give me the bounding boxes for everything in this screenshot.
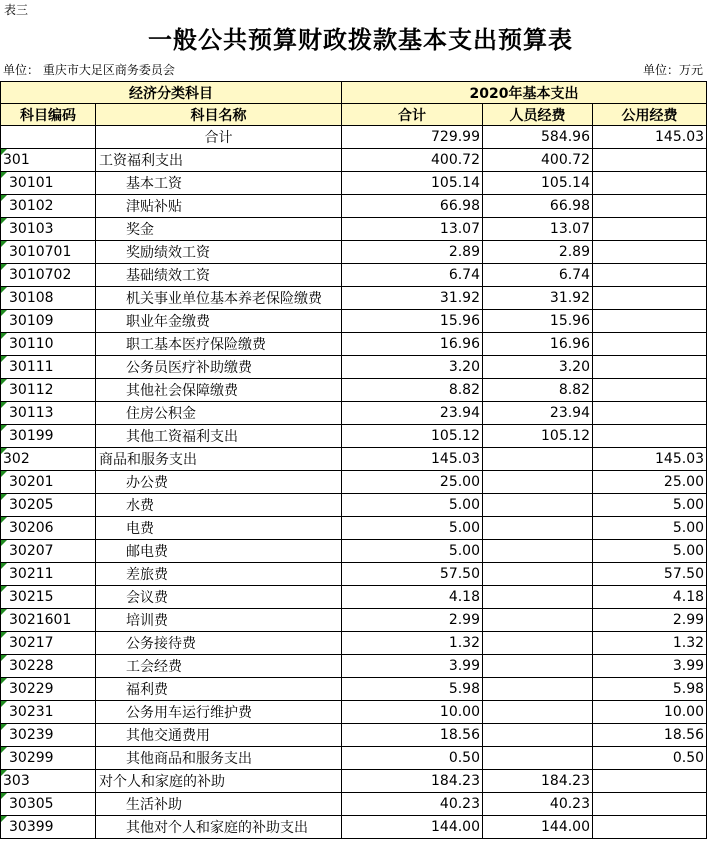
name-cell: 合计 xyxy=(96,126,342,149)
name-cell: 基础绩效工资 xyxy=(96,264,342,287)
code-cell: 30111 xyxy=(1,356,96,379)
public-cell: 2.99 xyxy=(593,609,707,632)
code-cell: 30110 xyxy=(1,333,96,356)
public-cell xyxy=(593,379,707,402)
code-cell: 303 xyxy=(1,770,96,793)
table-row xyxy=(1,563,707,586)
personnel-cell: 105.12 xyxy=(483,425,593,448)
public-cell xyxy=(593,287,707,310)
personnel-cell xyxy=(483,448,593,471)
name-cell: 电费 xyxy=(96,517,342,540)
table-row xyxy=(1,172,707,195)
name-cell: 其他交通费用 xyxy=(96,724,342,747)
table-row xyxy=(1,402,707,425)
personnel-cell xyxy=(483,540,593,563)
header-column-row xyxy=(1,104,707,126)
code-cell xyxy=(1,126,96,149)
personnel-cell: 8.82 xyxy=(483,379,593,402)
name-cell: 公务员医疗补助缴费 xyxy=(96,356,342,379)
name-cell: 津贴补贴 xyxy=(96,195,342,218)
table-row xyxy=(1,770,707,793)
table-row xyxy=(1,149,707,172)
total-cell: 400.72 xyxy=(342,149,483,172)
header-personnel: 人员经费 xyxy=(483,104,593,126)
code-cell: 30207 xyxy=(1,540,96,563)
table-row xyxy=(1,356,707,379)
public-cell xyxy=(593,770,707,793)
total-cell: 2.99 xyxy=(342,609,483,632)
total-cell: 16.96 xyxy=(342,333,483,356)
table-row xyxy=(1,724,707,747)
personnel-cell: 584.96 xyxy=(483,126,593,149)
total-cell: 66.98 xyxy=(342,195,483,218)
table-row xyxy=(1,494,707,517)
personnel-cell: 23.94 xyxy=(483,402,593,425)
total-cell: 25.00 xyxy=(342,471,483,494)
code-cell: 30108 xyxy=(1,287,96,310)
code-cell: 30101 xyxy=(1,172,96,195)
total-cell: 18.56 xyxy=(342,724,483,747)
code-cell: 301 xyxy=(1,149,96,172)
code-cell: 30113 xyxy=(1,402,96,425)
name-cell: 会议费 xyxy=(96,586,342,609)
public-cell: 18.56 xyxy=(593,724,707,747)
name-cell: 培训费 xyxy=(96,609,342,632)
personnel-cell: 2.89 xyxy=(483,241,593,264)
code-cell: 302 xyxy=(1,448,96,471)
total-cell: 8.82 xyxy=(342,379,483,402)
personnel-cell xyxy=(483,678,593,701)
public-cell: 145.03 xyxy=(593,126,707,149)
total-cell: 5.00 xyxy=(342,540,483,563)
public-cell xyxy=(593,172,707,195)
table-row xyxy=(1,310,707,333)
table-row xyxy=(1,540,707,563)
name-cell: 职工基本医疗保险缴费 xyxy=(96,333,342,356)
personnel-cell xyxy=(483,563,593,586)
personnel-cell: 16.96 xyxy=(483,333,593,356)
total-cell: 729.99 xyxy=(342,126,483,149)
table-row xyxy=(1,241,707,264)
table-row xyxy=(1,793,707,816)
table-row xyxy=(1,609,707,632)
code-cell: 3021601 xyxy=(1,609,96,632)
personnel-cell xyxy=(483,609,593,632)
personnel-cell: 66.98 xyxy=(483,195,593,218)
header-public: 公用经费 xyxy=(593,104,707,126)
name-cell: 工资福利支出 xyxy=(96,149,342,172)
total-cell: 145.03 xyxy=(342,448,483,471)
name-cell: 商品和服务支出 xyxy=(96,448,342,471)
personnel-cell xyxy=(483,494,593,517)
code-cell: 30206 xyxy=(1,517,96,540)
name-cell: 基本工资 xyxy=(96,172,342,195)
name-cell: 其他对个人和家庭的补助支出 xyxy=(96,816,342,839)
personnel-cell: 31.92 xyxy=(483,287,593,310)
table-row xyxy=(1,379,707,402)
total-cell: 2.89 xyxy=(342,241,483,264)
code-cell: 30211 xyxy=(1,563,96,586)
total-cell: 5.98 xyxy=(342,678,483,701)
public-cell: 5.00 xyxy=(593,494,707,517)
public-cell xyxy=(593,425,707,448)
name-cell: 水费 xyxy=(96,494,342,517)
name-cell: 差旅费 xyxy=(96,563,342,586)
code-cell: 30112 xyxy=(1,379,96,402)
table-row xyxy=(1,195,707,218)
code-cell: 30228 xyxy=(1,655,96,678)
public-cell: 145.03 xyxy=(593,448,707,471)
name-cell: 机关事业单位基本养老保险缴费 xyxy=(96,287,342,310)
code-cell: 30399 xyxy=(1,816,96,839)
total-cell: 6.74 xyxy=(342,264,483,287)
table-row xyxy=(1,747,707,770)
name-cell: 福利费 xyxy=(96,678,342,701)
code-cell: 30229 xyxy=(1,678,96,701)
personnel-cell: 6.74 xyxy=(483,264,593,287)
personnel-cell: 3.20 xyxy=(483,356,593,379)
table-row xyxy=(1,678,707,701)
total-cell: 4.18 xyxy=(342,586,483,609)
name-cell: 其他工资福利支出 xyxy=(96,425,342,448)
total-cell: 31.92 xyxy=(342,287,483,310)
code-cell: 3010702 xyxy=(1,264,96,287)
public-cell: 4.18 xyxy=(593,586,707,609)
name-cell: 邮电费 xyxy=(96,540,342,563)
public-cell: 0.50 xyxy=(593,747,707,770)
total-cell: 105.14 xyxy=(342,172,483,195)
total-cell: 3.99 xyxy=(342,655,483,678)
table-row xyxy=(1,586,707,609)
name-cell: 对个人和家庭的补助 xyxy=(96,770,342,793)
total-cell: 3.20 xyxy=(342,356,483,379)
total-cell: 40.23 xyxy=(342,793,483,816)
header-name: 科目名称 xyxy=(96,104,342,126)
name-cell: 其他商品和服务支出 xyxy=(96,747,342,770)
personnel-cell: 40.23 xyxy=(483,793,593,816)
personnel-cell xyxy=(483,586,593,609)
name-cell: 奖金 xyxy=(96,218,342,241)
table-row xyxy=(1,517,707,540)
table-row xyxy=(1,126,707,149)
total-cell: 5.00 xyxy=(342,517,483,540)
code-cell: 30299 xyxy=(1,747,96,770)
personnel-cell: 144.00 xyxy=(483,816,593,839)
table-row xyxy=(1,287,707,310)
header-economic-category: 经济分类科目 xyxy=(1,82,342,104)
code-cell: 30215 xyxy=(1,586,96,609)
total-cell: 10.00 xyxy=(342,701,483,724)
code-cell: 30239 xyxy=(1,724,96,747)
name-cell: 其他社会保障缴费 xyxy=(96,379,342,402)
public-cell: 5.00 xyxy=(593,517,707,540)
personnel-cell: 400.72 xyxy=(483,149,593,172)
public-cell xyxy=(593,218,707,241)
name-cell: 公务用车运行维护费 xyxy=(96,701,342,724)
header-total: 合计 xyxy=(342,104,483,126)
table-row xyxy=(1,425,707,448)
name-cell: 工会经费 xyxy=(96,655,342,678)
table-row xyxy=(1,701,707,724)
public-cell: 5.98 xyxy=(593,678,707,701)
page-title: 一般公共预算财政拨款基本支出预算表 xyxy=(148,25,573,54)
table-row xyxy=(1,816,707,839)
personnel-cell: 184.23 xyxy=(483,770,593,793)
header-code: 科目编码 xyxy=(1,104,96,126)
total-cell: 13.07 xyxy=(342,218,483,241)
public-cell: 25.00 xyxy=(593,471,707,494)
public-cell xyxy=(593,264,707,287)
public-cell xyxy=(593,356,707,379)
personnel-cell xyxy=(483,701,593,724)
total-cell: 184.23 xyxy=(342,770,483,793)
name-cell: 职业年金缴费 xyxy=(96,310,342,333)
code-cell: 30199 xyxy=(1,425,96,448)
code-cell: 30201 xyxy=(1,471,96,494)
total-cell: 15.96 xyxy=(342,310,483,333)
public-cell xyxy=(593,333,707,356)
total-cell: 0.50 xyxy=(342,747,483,770)
header-group-row xyxy=(1,82,707,104)
table-row xyxy=(1,448,707,471)
personnel-cell xyxy=(483,632,593,655)
public-cell xyxy=(593,402,707,425)
public-cell: 1.32 xyxy=(593,632,707,655)
name-cell: 住房公积金 xyxy=(96,402,342,425)
code-cell: 30231 xyxy=(1,701,96,724)
code-cell: 3010701 xyxy=(1,241,96,264)
code-cell: 30102 xyxy=(1,195,96,218)
public-cell: 10.00 xyxy=(593,701,707,724)
table-row xyxy=(1,655,707,678)
public-cell xyxy=(593,793,707,816)
code-cell: 30305 xyxy=(1,793,96,816)
unit-organization: 单位： 重庆市大足区商务委员会 xyxy=(3,63,175,77)
personnel-cell xyxy=(483,724,593,747)
name-cell: 办公费 xyxy=(96,471,342,494)
table-row xyxy=(1,632,707,655)
unit-currency: 单位：万元 xyxy=(642,63,703,77)
code-cell: 30217 xyxy=(1,632,96,655)
personnel-cell xyxy=(483,517,593,540)
public-cell: 3.99 xyxy=(593,655,707,678)
total-cell: 5.00 xyxy=(342,494,483,517)
public-cell xyxy=(593,195,707,218)
name-cell: 公务接待费 xyxy=(96,632,342,655)
budget-table xyxy=(0,81,707,839)
code-cell: 30205 xyxy=(1,494,96,517)
personnel-cell: 105.14 xyxy=(483,172,593,195)
total-cell: 57.50 xyxy=(342,563,483,586)
personnel-cell: 15.96 xyxy=(483,310,593,333)
public-cell xyxy=(593,816,707,839)
public-cell: 57.50 xyxy=(593,563,707,586)
total-cell: 105.12 xyxy=(342,425,483,448)
public-cell xyxy=(593,149,707,172)
public-cell xyxy=(593,241,707,264)
name-cell: 奖励绩效工资 xyxy=(96,241,342,264)
total-cell: 1.32 xyxy=(342,632,483,655)
table-row xyxy=(1,471,707,494)
code-cell: 30109 xyxy=(1,310,96,333)
total-cell: 23.94 xyxy=(342,402,483,425)
public-cell xyxy=(593,310,707,333)
header-basic-expenditure-2020: 2020年基本支出 xyxy=(342,82,707,104)
name-cell: 生活补助 xyxy=(96,793,342,816)
personnel-cell xyxy=(483,747,593,770)
personnel-cell xyxy=(483,471,593,494)
code-cell: 30103 xyxy=(1,218,96,241)
table-row xyxy=(1,264,707,287)
page-label: 表三 xyxy=(4,3,29,17)
personnel-cell xyxy=(483,655,593,678)
total-cell: 144.00 xyxy=(342,816,483,839)
personnel-cell: 13.07 xyxy=(483,218,593,241)
public-cell: 5.00 xyxy=(593,540,707,563)
table-row xyxy=(1,218,707,241)
table-row xyxy=(1,333,707,356)
